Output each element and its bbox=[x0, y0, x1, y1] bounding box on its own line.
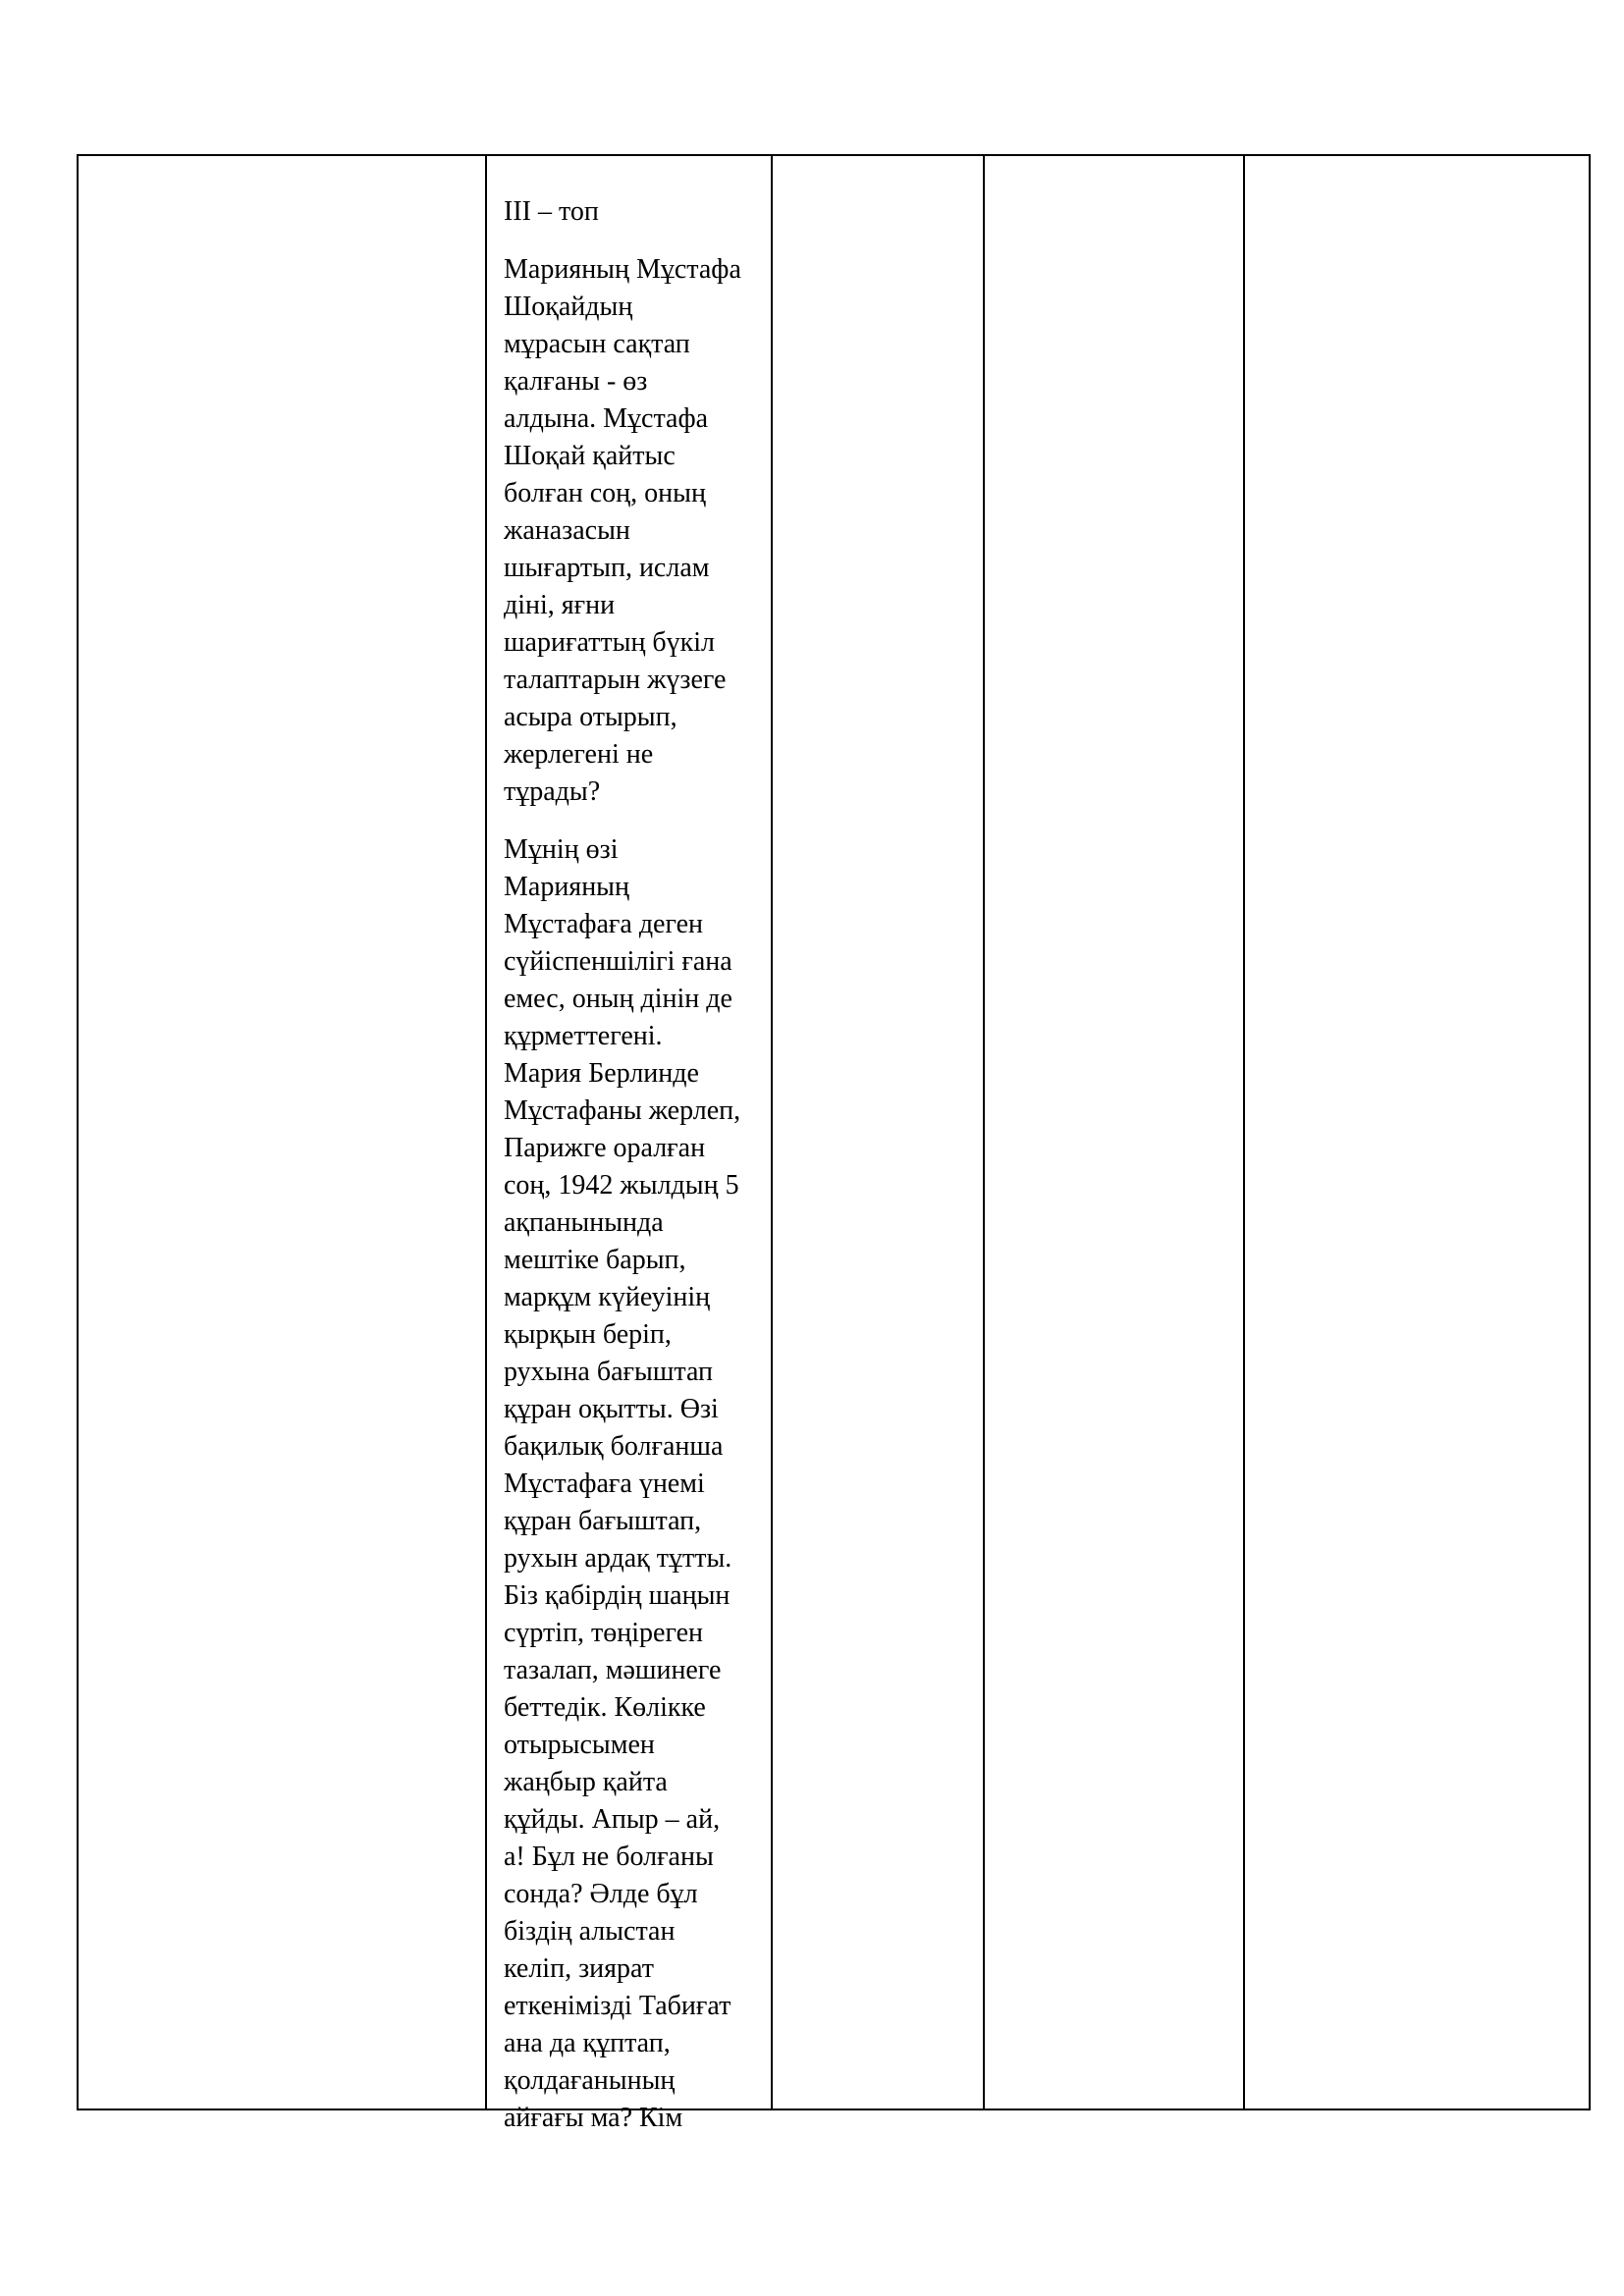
document-table bbox=[77, 154, 1591, 2133]
column-divider-3 bbox=[983, 156, 985, 2109]
group-heading: ІІІ – топ bbox=[504, 196, 599, 227]
cell-paragraph-1: Марияның Мұстафа Шоқайдың мұрасын сақтап қалғаны - өз алдына. Мұстафа Шоқай қайтыс болған соң, оның жаназасын шығартып, ислам діні, яғни шариғаттың бүкіл талаптарын жүзеге асыра отырып, жерлегені не тұрады? bbox=[504, 254, 741, 807]
column-divider-4 bbox=[1243, 156, 1245, 2109]
table-cell-group-task bbox=[504, 193, 779, 2137]
column-divider-1 bbox=[485, 156, 487, 2109]
cell-paragraph-2: Мұнің өзі Марияның Мұстафаға деген сүйіспеншілігі ғана емес, оның дінін де құрметтегені. Мария Берлинде Мұстафаны жерлеп, Парижге оралған соң, 1942 жылдың 5 ақпанынында мештіке барып, марқұм күйеуінің қырқын беріп, рухына бағыштап құран оқытты. Өзі бақилық болғанша Мұстафаға үнемі құран бағыштап, рухын ардақ тұтты. Біз қабірдің шаңын сүртіп, төңіреген тазалап, мәшинеге беттедік. Көлікке отырысымен жаңбыр қайта құйды. Апыр – ай, а! Бұл не болғаны сонда? Әлде бұл біздің алыстан келіп, зиярат еткенімізді Табиғат ана да құптап, қолдағанының айғағы ма? Кім bbox=[504, 834, 741, 2133]
